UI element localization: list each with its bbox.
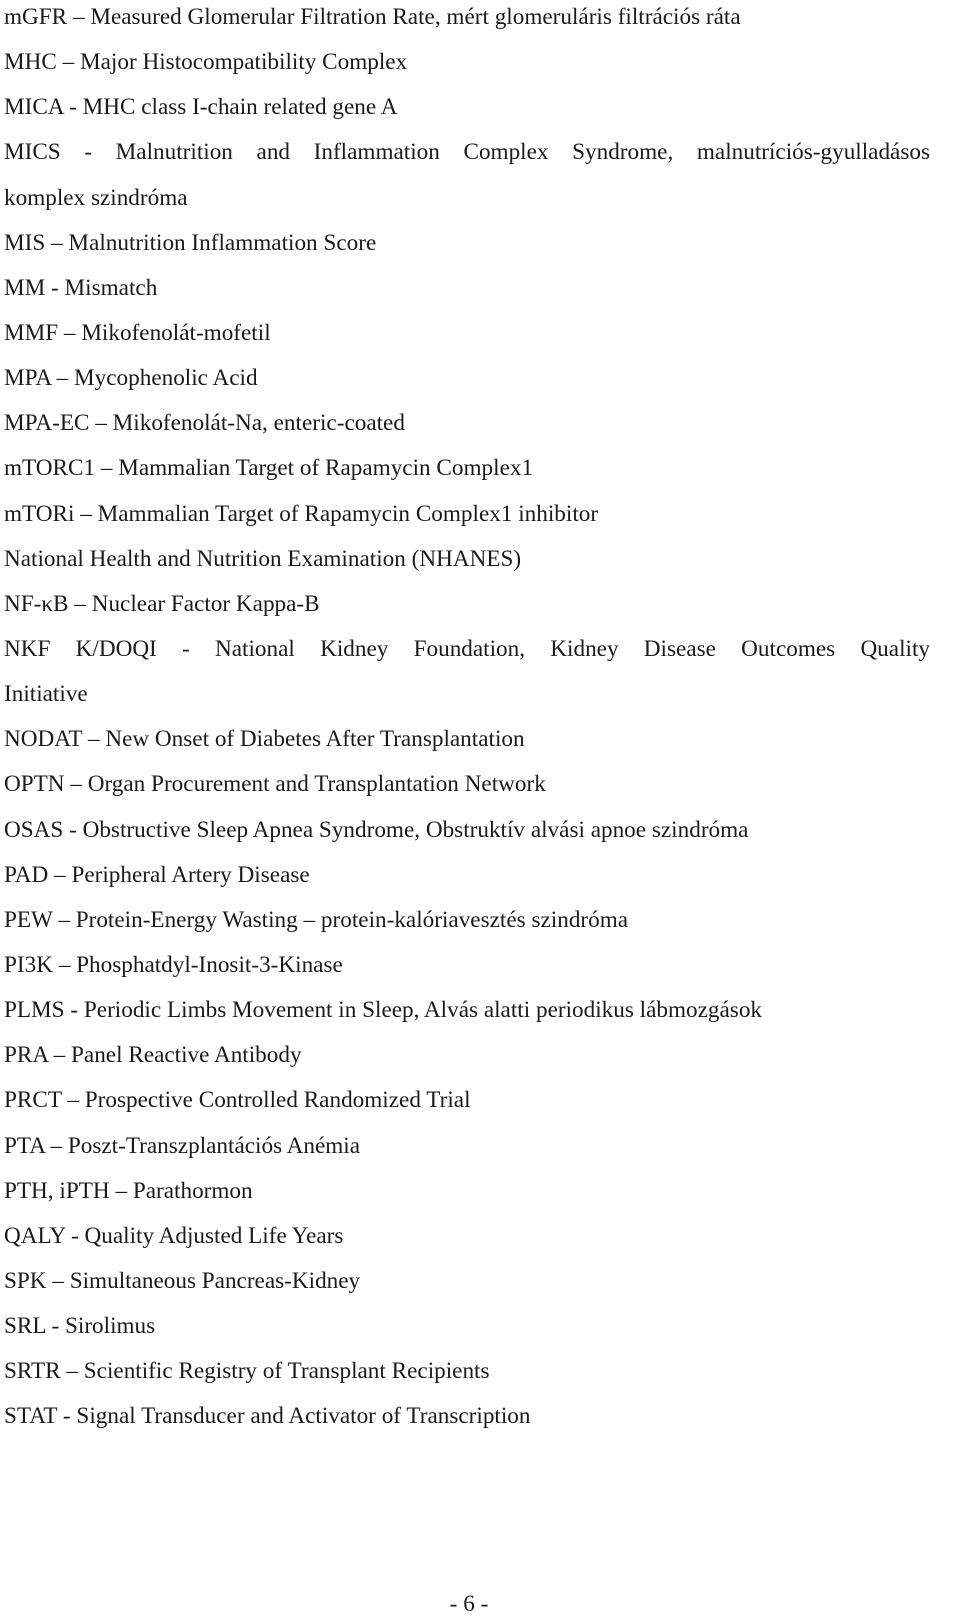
abbreviation-entry: MMF – Mikofenolát-mofetil xyxy=(4,319,271,346)
abbreviation-entry: QALY - Quality Adjusted Life Years xyxy=(4,1222,344,1249)
abbreviation-entry: OPTN – Organ Procurement and Transplantation Network xyxy=(4,771,546,798)
abbreviation-entry: SPK – Simultaneous Pancreas-Kidney xyxy=(4,1267,361,1294)
abbreviation-entry: MIS – Malnutrition Inflammation Score xyxy=(4,229,377,256)
abbreviation-entry: PI3K – Phosphatdyl-Inosit-3-Kinase xyxy=(4,951,343,978)
abbreviation-entry: PRA – Panel Reactive Antibody xyxy=(4,1042,302,1069)
abbreviation-entry: MPA-EC – Mikofenolát-Na, enteric-coated xyxy=(4,410,405,437)
abbreviation-entry: PEW – Protein-Energy Wasting – protein-kalóriavesztés szindróma xyxy=(4,906,629,933)
abbreviation-entry: PTH, iPTH – Parathormon xyxy=(4,1177,253,1204)
abbreviation-entry: National Health and Nutrition Examination (NHANES) xyxy=(4,545,522,572)
abbreviation-entry: OSAS - Obstructive Sleep Apnea Syndrome, Obstruktív alvási apnoe szindróma xyxy=(4,816,749,843)
abbreviation-entry: mTORi – Mammalian Target of Rapamycin Complex1 inhibitor xyxy=(4,500,599,527)
abbreviation-entry: MHC – Major Histocompatibility Complex xyxy=(4,49,408,76)
abbreviation-entry: PRCT – Prospective Controlled Randomized Trial xyxy=(4,1087,471,1114)
abbreviation-entry: PTA – Poszt-Transzplantációs Anémia xyxy=(4,1132,361,1159)
abbreviation-entry: STAT - Signal Transducer and Activator of Transcription xyxy=(4,1403,531,1430)
page-number: - 6 - xyxy=(449,1591,489,1617)
abbreviation-entry: SRTR – Scientific Registry of Transplant Recipients xyxy=(4,1358,490,1385)
abbreviation-entry: MICS - Malnutrition and Inflammation Complex Syndrome, malnutríciós-gyulladásos xyxy=(4,139,930,166)
abbreviation-entry: NF-κB – Nuclear Factor Kappa-B xyxy=(4,590,320,617)
abbreviation-entry-continuation: komplex szindróma xyxy=(4,184,188,211)
abbreviation-list xyxy=(4,0,930,1440)
abbreviation-entry: MICA - MHC class I-chain related gene A xyxy=(4,94,398,121)
abbreviation-entry: PLMS - Periodic Limbs Movement in Sleep, Alvás alatti periodikus lábmozgások xyxy=(4,997,763,1024)
abbreviation-entry-continuation: Initiative xyxy=(4,681,88,708)
abbreviation-entry: NKF K/DOQI - National Kidney Foundation, Kidney Disease Outcomes Quality xyxy=(4,635,930,662)
abbreviation-entry: MPA – Mycophenolic Acid xyxy=(4,365,258,392)
abbreviation-entry: mGFR – Measured Glomerular Filtration Rate, mért glomeruláris filtrációs ráta xyxy=(4,4,741,30)
abbreviation-entry: NODAT – New Onset of Diabetes After Transplantation xyxy=(4,726,525,753)
abbreviation-entry: SRL - Sirolimus xyxy=(4,1313,156,1340)
abbreviation-entry: mTORC1 – Mammalian Target of Rapamycin Complex1 xyxy=(4,455,534,482)
abbreviation-entry: PAD – Peripheral Artery Disease xyxy=(4,861,310,888)
abbreviation-entry: MM - Mismatch xyxy=(4,274,158,301)
